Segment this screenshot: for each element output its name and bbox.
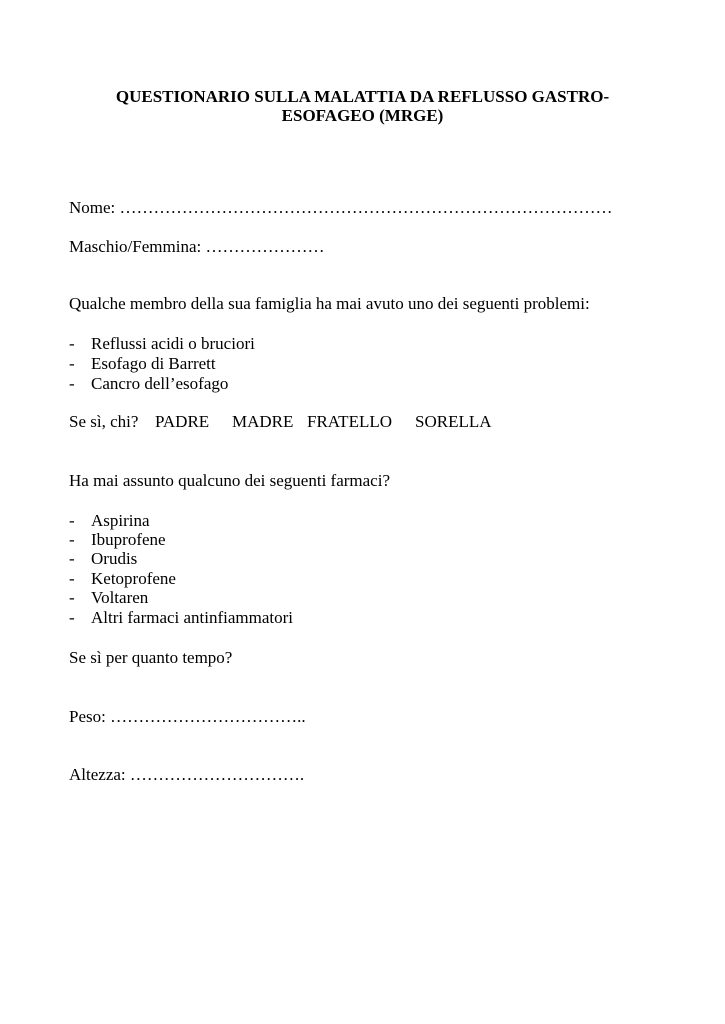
- height-field[interactable]: Altezza: ………………………….: [69, 765, 305, 784]
- drug-label: Altri farmaci antinfiammatori: [91, 608, 294, 627]
- drug-item: - Orudis: [69, 549, 138, 568]
- duration-question: Se sì per quanto tempo?: [69, 648, 233, 667]
- family-problem-item: - Cancro dell’esofago: [69, 374, 229, 393]
- family-problem-item: - Esofago di Barrett: [69, 354, 216, 373]
- relative-option-sorella[interactable]: SORELLA: [415, 412, 492, 431]
- drug-item: - Aspirina: [69, 511, 150, 530]
- family-problem-label: Esofago di Barrett: [91, 354, 216, 373]
- relative-option-fratello[interactable]: FRATELLO: [307, 412, 392, 431]
- drug-label: Aspirina: [91, 511, 150, 530]
- name-field[interactable]: Nome: ……………………………………………………………………………: [69, 198, 613, 217]
- document-title-line-1: QUESTIONARIO SULLA MALATTIA DA REFLUSSO GASTRO-: [115, 87, 610, 106]
- drug-item: - Ketoprofene: [69, 569, 176, 588]
- family-problem-label: Cancro dell’esofago: [91, 374, 229, 393]
- weight-field[interactable]: Peso: ……………………………..: [69, 707, 306, 726]
- drugs-question: Ha mai assunto qualcuno dei seguenti farmaci?: [69, 471, 390, 490]
- drug-item: - Ibuprofene: [69, 530, 166, 549]
- family-problem-label: Reflussi acidi o bruciori: [91, 334, 255, 353]
- drug-label: Voltaren: [91, 588, 149, 607]
- family-question: Qualche membro della sua famiglia ha mai avuto uno dei seguenti problemi:: [69, 294, 590, 313]
- drug-item: - Altri farmaci antinfiammatori: [69, 608, 294, 627]
- drug-label: Ibuprofene: [91, 530, 166, 549]
- document-title-line-2: ESOFAGEO (MRGE): [281, 106, 444, 125]
- who-question: Se sì, chi?: [69, 412, 139, 431]
- family-problem-item: - Reflussi acidi o bruciori: [69, 334, 255, 353]
- drug-item: - Voltaren: [69, 588, 149, 607]
- drug-label: Ketoprofene: [91, 569, 176, 588]
- relative-option-madre[interactable]: MADRE: [232, 412, 294, 431]
- sex-field[interactable]: Maschio/Femmina: …………………: [69, 237, 325, 256]
- drug-label: Orudis: [91, 549, 138, 568]
- relative-option-padre[interactable]: PADRE: [155, 412, 210, 431]
